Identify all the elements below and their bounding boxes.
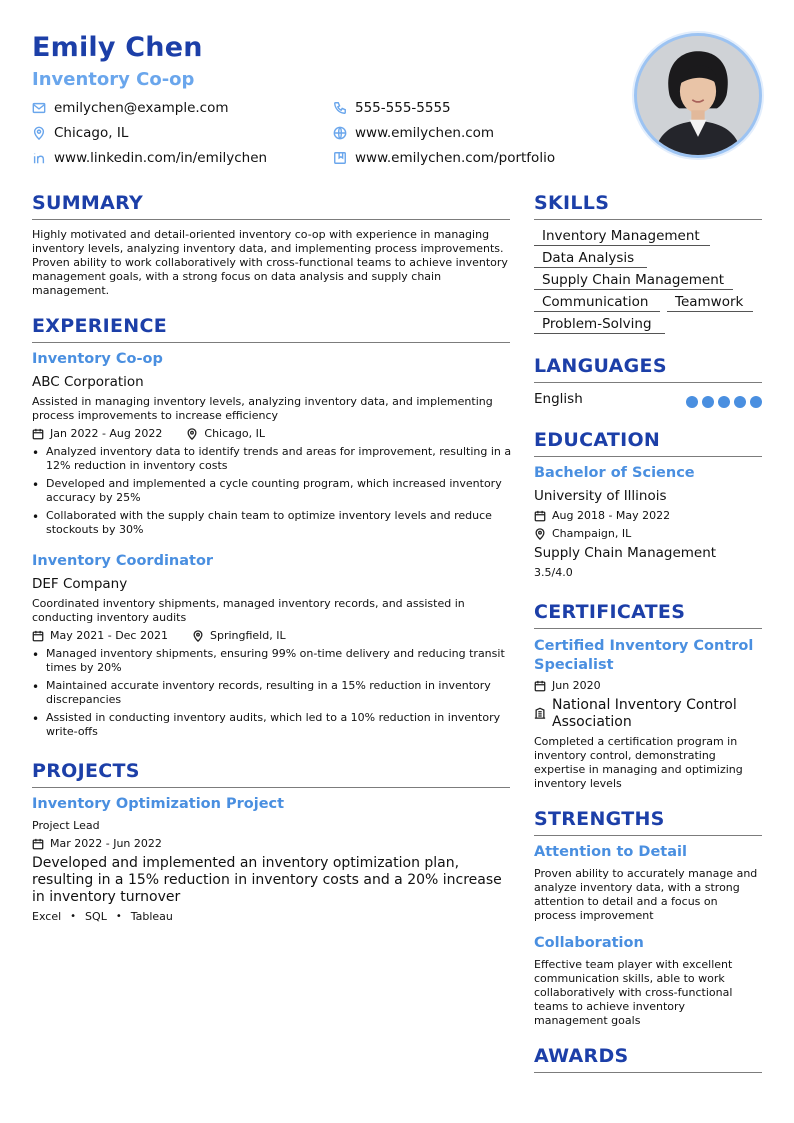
languages-heading: LANGUAGES (534, 355, 667, 377)
portfolio-icon (333, 151, 347, 165)
job-description: Assisted in managing inventory levels, analyzing inventory data, and implementing process improvements to increase efficiency (32, 395, 493, 422)
location-pin-icon (186, 428, 198, 440)
project-tools: Excel • SQL • Tableau (32, 910, 173, 923)
job-dates: Jan 2022 - Aug 2022 (50, 427, 163, 440)
gpa: 3.5/4.0 (534, 566, 573, 579)
education-divider (534, 456, 762, 457)
project-title: Inventory Optimization Project (32, 796, 285, 812)
contact-location (32, 125, 128, 141)
project-role: Project Lead (32, 819, 100, 832)
education-location-row (534, 527, 631, 540)
certificates-heading: CERTIFICATES (534, 601, 686, 623)
job-location: Springfield, IL (209, 629, 286, 642)
project-description: Developed and implemented an inventory optimization plan, resulting in a 15% reduction in inventory costs and a 20% increase in inventory turnover (32, 855, 502, 905)
awards-heading: AWARDS (534, 1045, 629, 1067)
globe-icon (333, 126, 347, 140)
proficiency-dot (686, 396, 698, 408)
location-pin-icon (32, 126, 46, 140)
linkedin-icon (32, 151, 46, 165)
linkedin-text: www.linkedin.com/in/emilychen (54, 150, 268, 166)
language-name: English (534, 391, 583, 407)
strength-title: Collaboration (534, 935, 644, 951)
proficiency-dot (750, 396, 762, 408)
strength-description: Proven ability to accurately manage and analyze inventory data, with a strong attention to detail and a focus on process improvement (534, 867, 758, 922)
degree: Bachelor of Science (534, 465, 695, 481)
skills-heading: SKILLS (534, 192, 610, 214)
job-description: Coordinated inventory shipments, managed inventory records, and assisted in conducting inventory audits (32, 597, 465, 624)
summary-heading: SUMMARY (32, 192, 144, 214)
certificate-description: Completed a certification program in inventory control, demonstrating expertise in managing and optimizing inventory levels (534, 735, 743, 790)
proficiency-dot (718, 396, 730, 408)
calendar-icon (32, 630, 44, 642)
portfolio-text: www.emilychen.com/portfolio (355, 150, 556, 166)
education-dates-row (534, 509, 670, 522)
certificate-name: Certified Inventory Control Specialist (534, 638, 754, 673)
candidate-name: Emily Chen (32, 32, 203, 63)
email-text: emilychen@example.com (54, 100, 229, 116)
skills-divider (534, 219, 762, 220)
calendar-icon (534, 680, 546, 692)
job-bullet: • Analyzed inventory data to identify trends and areas for improvement, resulting in a 12% reduction in inventory costs (32, 445, 512, 473)
job-title: Inventory Co-op (32, 351, 163, 367)
job-company: DEF Company (32, 576, 128, 592)
proficiency-dot (734, 396, 746, 408)
tool-tag: SQL (85, 910, 107, 923)
location-pin-icon (534, 528, 546, 540)
certificate-issuer: National Inventory Control Association (552, 697, 737, 730)
job-dates: May 2021 - Dec 2021 (50, 629, 168, 642)
projects-divider (32, 787, 510, 788)
skill-tag: Communication (534, 294, 660, 312)
skill-tag: Inventory Management (534, 228, 710, 246)
job-bullet: • Maintained accurate inventory records, resulting in a 15% reduction in inventory discrepancies (32, 679, 512, 707)
experience-heading: EXPERIENCE (32, 315, 168, 337)
location-text: Chicago, IL (54, 125, 129, 141)
language-level (686, 396, 762, 408)
strength-title: Attention to Detail (534, 844, 687, 860)
contact-phone[interactable] (333, 100, 451, 116)
skill-tag: Teamwork (667, 294, 753, 312)
calendar-icon (32, 428, 44, 440)
tool-tag: Excel (32, 910, 62, 923)
strengths-heading: STRENGTHS (534, 808, 665, 830)
profile-photo (634, 33, 762, 158)
location-pin-icon (192, 630, 204, 642)
education-dates: Aug 2018 - May 2022 (552, 509, 671, 522)
projects-heading: PROJECTS (32, 760, 140, 782)
job-title: Inventory Coordinator (32, 553, 214, 569)
job-bullet: • Developed and implemented a cycle counting program, which increased inventory accuracy by 25% (32, 477, 512, 505)
calendar-icon (534, 510, 546, 522)
certificates-divider (534, 628, 762, 629)
envelope-icon (32, 101, 46, 115)
project-dates: Mar 2022 - Jun 2022 (50, 837, 162, 850)
job-meta (32, 427, 265, 440)
experience-divider (32, 342, 510, 343)
job-bullet: • Managed inventory shipments, ensuring 99% on-time delivery and reducing transit times by 20% (32, 647, 512, 675)
job-meta (32, 629, 286, 642)
candidate-title: Inventory Co-op (32, 69, 195, 90)
tool-tag: Tableau (130, 910, 173, 923)
proficiency-dot (702, 396, 714, 408)
job-company: ABC Corporation (32, 374, 144, 390)
strengths-divider (534, 835, 762, 836)
education-heading: EDUCATION (534, 429, 661, 451)
website-text: www.emilychen.com (355, 125, 495, 141)
job-bullet: • Assisted in conducting inventory audits, which led to a 10% reduction in inventory write-offs (32, 711, 512, 739)
phone-text: 555-555-5555 (355, 100, 451, 116)
field-of-study: Supply Chain Management (534, 545, 717, 561)
summary-text: Highly motivated and detail-oriented inventory co-op with experience in managing inventory levels, analyzing inventory data, and implementing process improvements. Proven ability to work collaboratively with cross-functional teams to achieve inventory management goals, with a strong focus on data analysis and supply chain management. (32, 228, 508, 297)
contact-portfolio[interactable] (333, 150, 555, 166)
skill-tag: Supply Chain Management (534, 272, 733, 290)
calendar-icon (32, 838, 44, 850)
contact-email[interactable] (32, 100, 229, 116)
job-bullet: • Collaborated with the supply chain team to optimize inventory levels and reduce stockouts by 30% (32, 509, 512, 537)
education-location: Champaign, IL (552, 527, 632, 540)
certificate-date: Jun 2020 (552, 679, 601, 692)
awards-divider (534, 1072, 762, 1073)
phone-icon (333, 101, 347, 115)
contact-linkedin[interactable] (32, 150, 267, 166)
school: University of Illinois (534, 488, 667, 504)
strength-description: Effective team player with excellent communication skills, able to work collaboratively with cross-functional teams to achieve inventory management goals (534, 958, 733, 1027)
person-portrait-icon (637, 36, 759, 155)
project-meta (32, 837, 162, 850)
certificate-date-row (534, 679, 601, 692)
certificate-issuer-row (534, 697, 758, 731)
skill-tag: Problem-Solving (534, 316, 665, 334)
building-icon (534, 707, 546, 719)
contact-website[interactable] (333, 125, 494, 141)
job-location: Chicago, IL (204, 427, 265, 440)
skill-tag: Data Analysis (534, 250, 647, 268)
summary-divider (32, 219, 510, 220)
languages-divider (534, 382, 762, 383)
